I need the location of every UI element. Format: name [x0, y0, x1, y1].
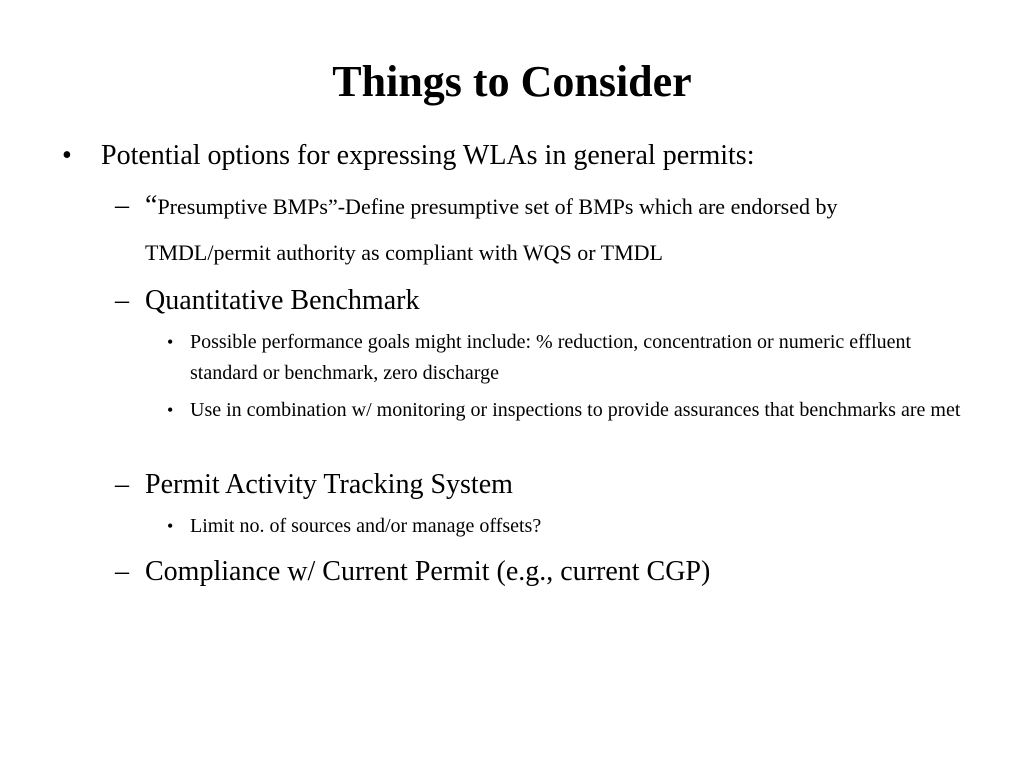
bullet-marker: • — [167, 400, 174, 420]
bullet-marker: • — [167, 516, 174, 536]
bullet-text: Use in combination w/ monitoring or inspections to provide assurances that benchmarks are met — [190, 399, 961, 421]
bullet-text: Limit no. of sources and/or manage offsets? — [190, 515, 542, 537]
dash-marker: – — [115, 556, 129, 587]
dash-marker: – — [115, 285, 129, 316]
bullet-text: Permit Activity Tracking System — [145, 469, 513, 500]
dash-marker: – — [115, 469, 129, 500]
bullet-text-presumptive-bmps — [145, 183, 964, 276]
bullet-text: Possible performance goals might include: % reduction, concentration or numeric effluent standard or benchmark, zero discharge — [190, 331, 912, 384]
presumptive-bmps-text: Presumptive BMPs”-Define presumptive set of BMPs which are endorsed by TMDL/permit authority as compliant with WQS or TMDL — [145, 194, 838, 265]
bullet-marker: • — [167, 332, 174, 352]
bullet-text: Quantitative Benchmark — [145, 285, 420, 316]
slide-title: Things to Consider — [332, 57, 692, 106]
dash-marker: – — [115, 190, 129, 221]
bullet-marker: • — [62, 140, 72, 171]
open-quote: “ — [145, 190, 158, 221]
bullet-text: Compliance w/ Current Permit (e.g., current CGP) — [145, 556, 711, 587]
bullet-text: Potential options for expressing WLAs in general permits: — [101, 140, 755, 171]
